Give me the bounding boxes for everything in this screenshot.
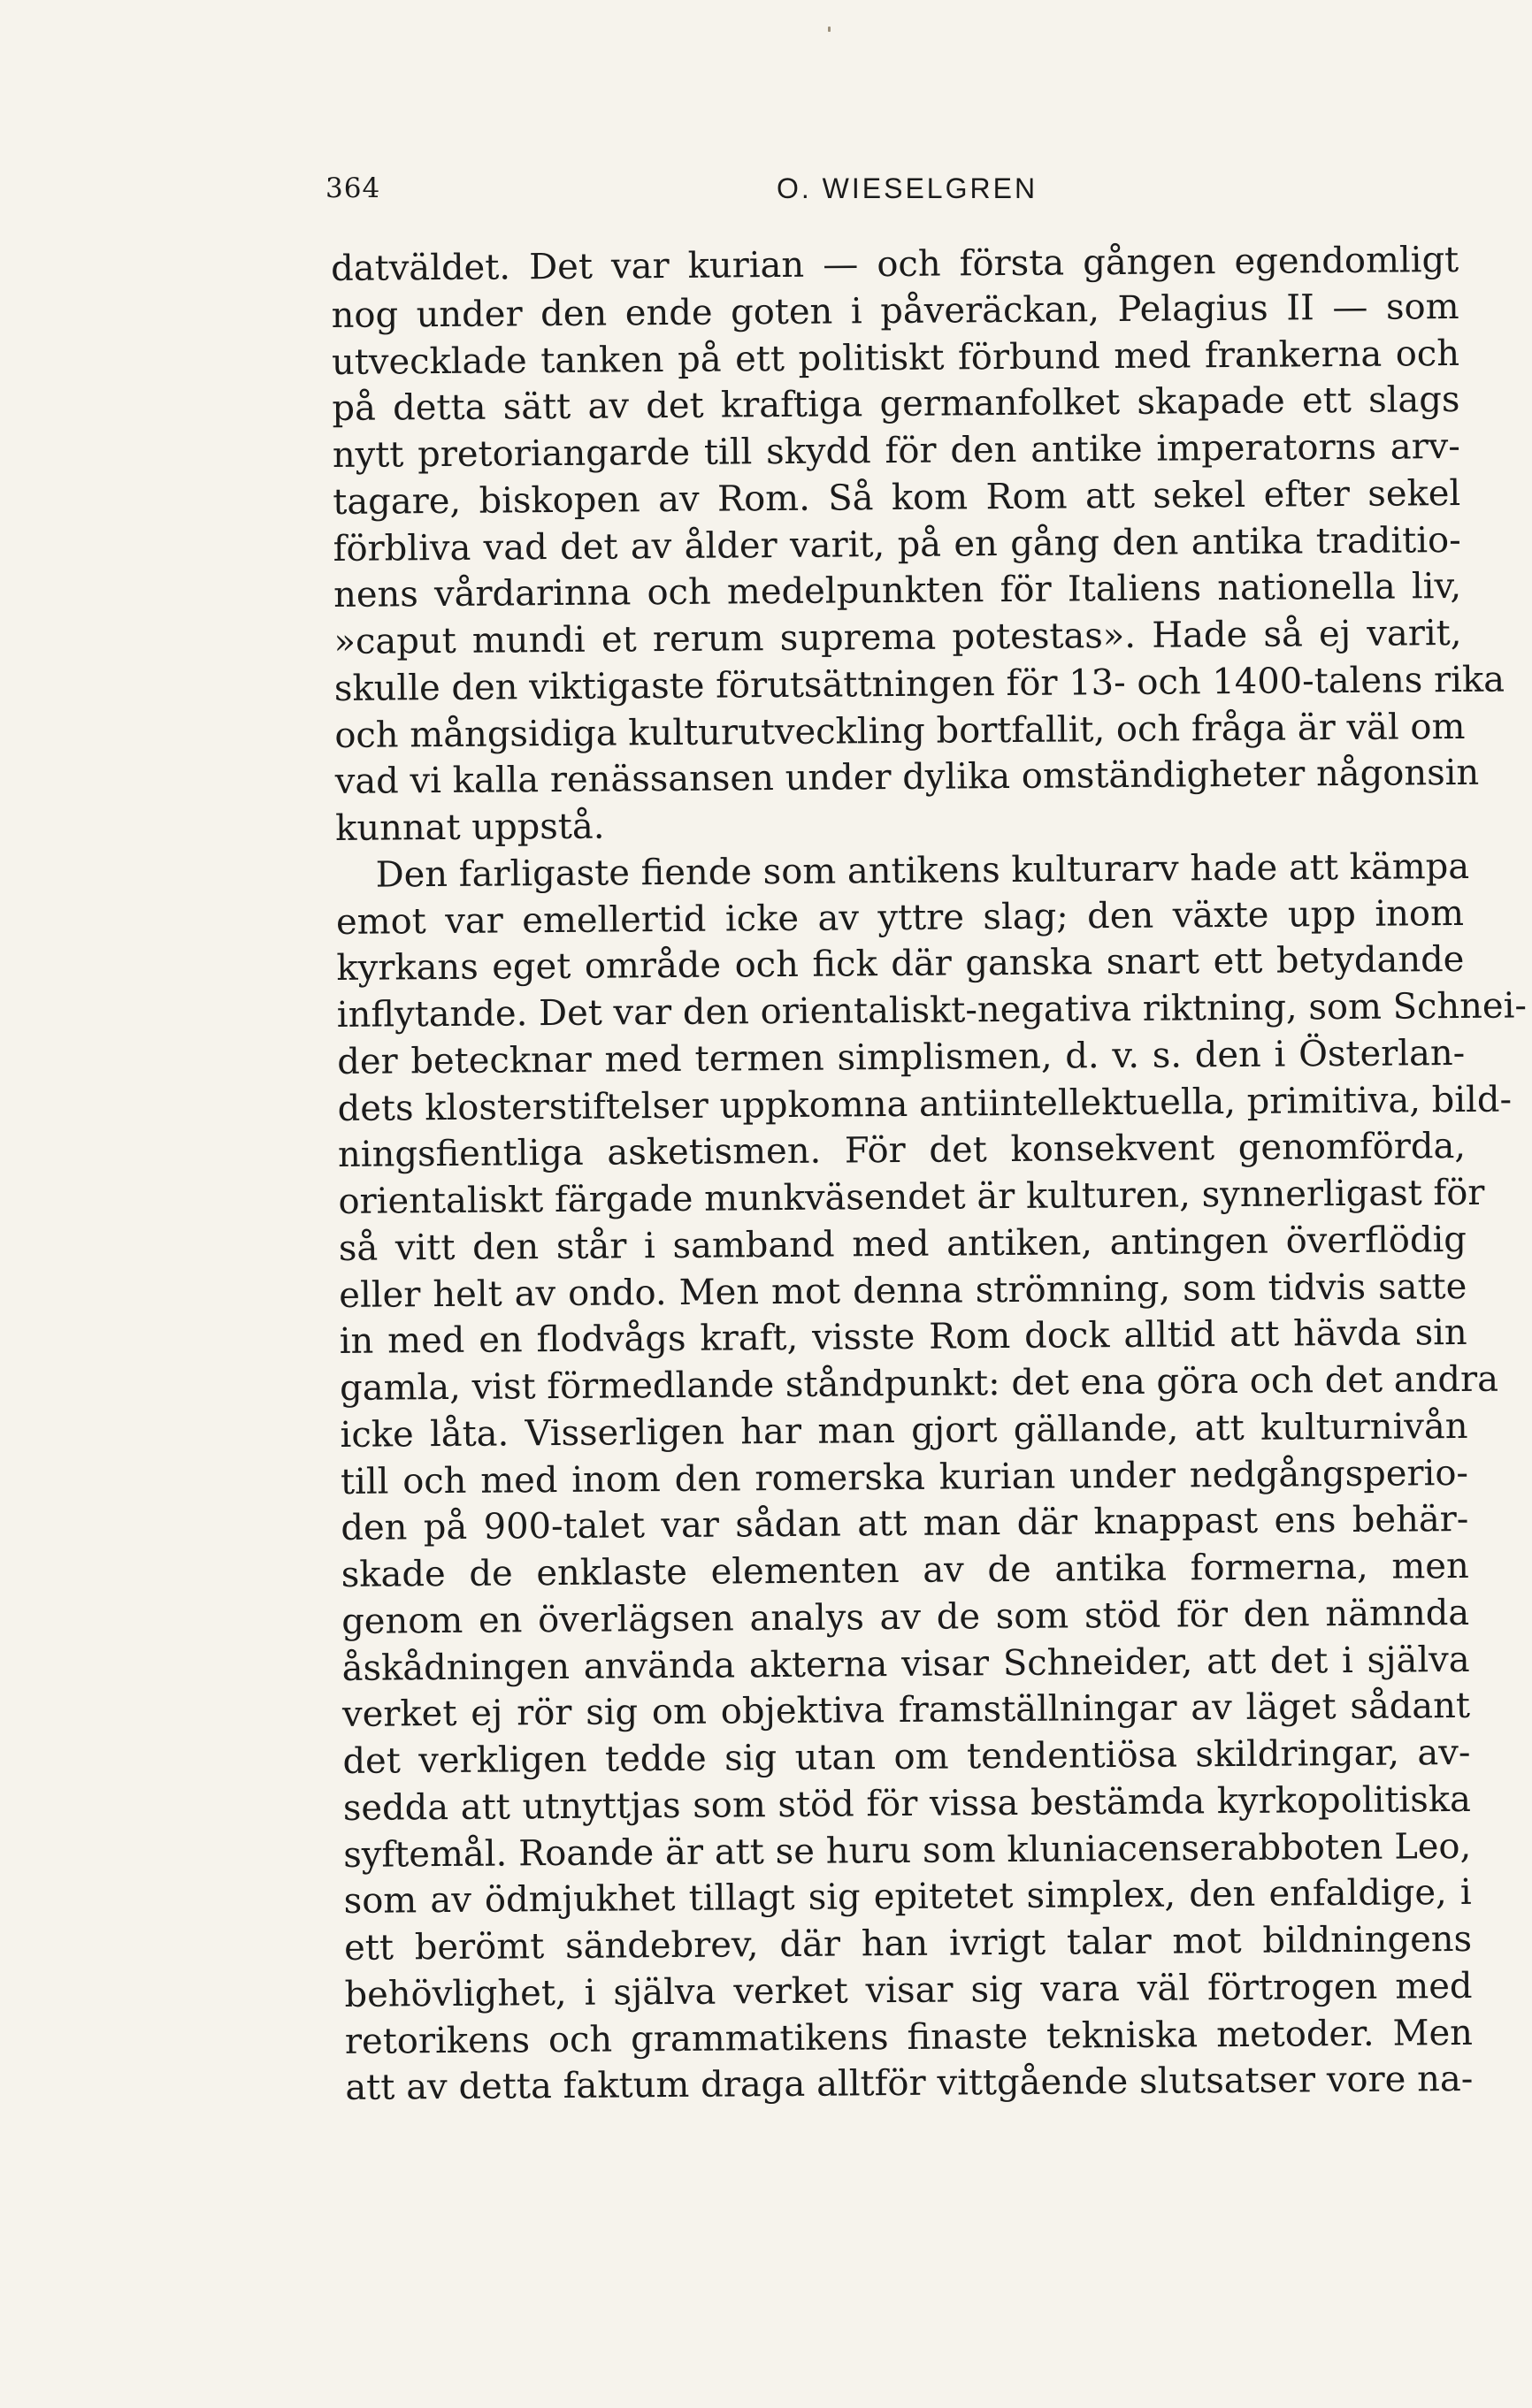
- text-line: orientaliskt färgade munkväsendet är kulturen, synnerligast för: [338, 1172, 1485, 1222]
- text-line: ningsfientliga asketismen. För det konsekvent genomförda,: [337, 1126, 1467, 1176]
- text-line: sedda att utnyttjas som stöd för vissa bestämda kyrkopolitiska: [342, 1778, 1472, 1829]
- paragraph-start-line: Den farligaste fiende som antikens kulturarv hade att kämpa: [375, 845, 1470, 896]
- text-line: nog under den ende goten i påveräckan, Pelagius II — som: [331, 286, 1459, 336]
- text-line: icke låta. Visserligen har man gjort gällande, att kulturnivån: [340, 1405, 1468, 1456]
- text-line: att av detta faktum draga alltför vittgående slutsatser vore na-: [345, 2059, 1474, 2109]
- paragraph-end-line: kunnat uppstå.: [334, 806, 605, 849]
- text-line: syftemål. Roande är att se huru som kluniacenserabboten Leo,: [343, 1825, 1472, 1876]
- text-line: verket ej rör sig om objektiva framställningar av läget sådant: [341, 1686, 1471, 1736]
- text-line: inflytande. Det var den orientaliskt-negativa riktning, som Schnei-: [336, 985, 1528, 1036]
- text-line: der betecknar med termen simplismen, d. v. s. den i Österlan-: [337, 1032, 1466, 1082]
- text-line: ett berömt sändebrev, där han ivrigt talar mot bildningens: [343, 1918, 1473, 1968]
- ink-speck: [828, 27, 831, 32]
- text-line: nytt pretoriangarde till skydd för den antike imperatorns arv-: [332, 425, 1461, 476]
- text-line: det verkligen tedde sig utan om tendentiösa skildringar, av-: [342, 1731, 1471, 1782]
- text-line: emot var emellertid icke av yttre slag; den växte upp inom: [335, 892, 1465, 943]
- page-number: 364: [326, 172, 381, 204]
- text-line: den på 900-talet var sådan att man där knappast ens behär-: [341, 1499, 1469, 1549]
- running-title: O. WIESELGREN: [777, 172, 1038, 204]
- text-line: dets klosterstiftelser uppkomna antiintellektuella, primitiva, bild-: [337, 1079, 1513, 1129]
- body-text: [331, 237, 1528, 2165]
- text-line: in med en flodvågs kraft, visste Rom dock alltid att hävda sin: [339, 1312, 1467, 1363]
- text-line: datväldet. Det var kurian — och första gången egendomligt: [331, 239, 1459, 289]
- text-line: retorikens och grammatikens finaste tekniska metoder. Men: [344, 2012, 1474, 2062]
- text-line: gamla, vist förmedlande ståndpunkt: det ena göra och det andra: [339, 1358, 1499, 1409]
- text-line: och mångsidiga kulturutveckling bortfallit, och fråga är väl om: [334, 706, 1466, 756]
- text-line: skade de enklaste elementen av de antika formerna, men: [341, 1545, 1469, 1595]
- text-line: kyrkans eget område och fick där ganska snart ett betydande: [336, 939, 1465, 990]
- text-line: vad vi kalla renässansen under dylika omständigheter någonsin: [334, 753, 1480, 803]
- text-line: behövlighet, i själva verket visar sig vara väl förtrogen med: [344, 1965, 1473, 2015]
- text-line: tagare, biskopen av Rom. Så kom Rom att sekel efter sekel: [333, 472, 1461, 523]
- text-line: »caput mundi et rerum suprema potestas». Hade så ej varit,: [333, 612, 1462, 662]
- text-line: till och med inom den romerska kurian under nedgångsperio-: [340, 1452, 1469, 1502]
- text-line: nens vårdarinna och medelpunkten för Italiens nationella liv,: [333, 566, 1462, 616]
- text-line: genom en överlägsen analys av de som stöd för den nämnda: [341, 1592, 1470, 1642]
- running-header: [326, 172, 1440, 217]
- text-line: på detta sätt av det kraftiga germanfolket skapade ett slags: [332, 379, 1460, 430]
- text-line: skulle den viktigaste förutsättningen för 13- och 1400-talens rika: [333, 659, 1505, 709]
- text-line: så vitt den står i samband med antiken, antingen överflödig: [338, 1219, 1467, 1269]
- text-line: förbliva vad det av ålder varit, på en gång den antika traditio-: [333, 519, 1461, 570]
- text-line: eller helt av ondo. Men mot denna strömning, som tidvis satte: [339, 1265, 1467, 1316]
- text-line: utvecklade tanken på ett politiskt förbund med frankerna och: [331, 333, 1460, 383]
- text-line: som av ödmjukhet tillagt sig epitetet simplex, den enfaldige, i: [343, 1872, 1472, 1923]
- text-line: åskådningen använda akterna visar Schneider, att det i själva: [341, 1639, 1470, 1689]
